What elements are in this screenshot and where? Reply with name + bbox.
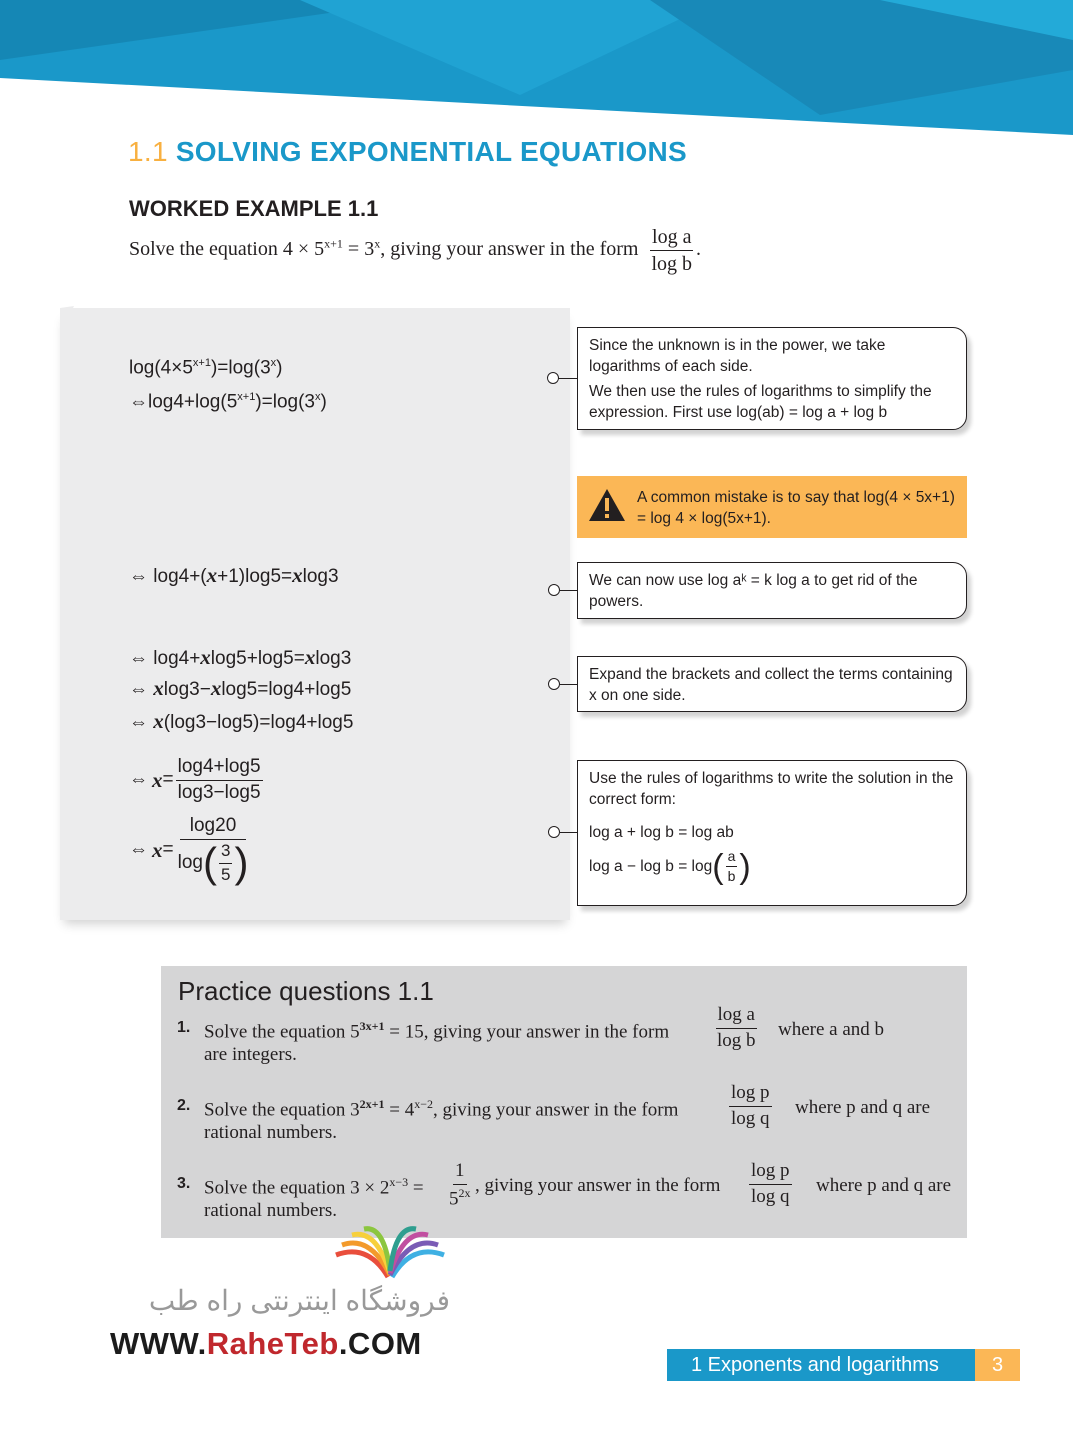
connector-3 <box>560 684 578 685</box>
practice-title: Practice questions 1.1 <box>178 976 434 1006</box>
q-text-1: Solve the equation 4 × 5 <box>129 238 325 261</box>
w8-inner-fraction <box>219 842 232 884</box>
torn-edge <box>40 300 90 930</box>
pq3-line1-a <box>204 1175 424 1199</box>
w7-eq: = <box>162 769 174 791</box>
w7-a: ⇔ <box>129 769 148 791</box>
w2-exp2: x <box>315 391 321 403</box>
pq1-line2: are integers. <box>204 1044 297 1065</box>
working-line-1 <box>129 357 282 379</box>
pq1-number: 1. <box>177 1019 191 1036</box>
w6-x: x <box>153 709 164 733</box>
watermark-url <box>110 1326 422 1362</box>
w2-b: )=log(3 <box>255 391 315 413</box>
pq1-a: Solve the equation 5 <box>204 1021 360 1043</box>
pq2-exp: 2x+1 <box>359 1097 385 1111</box>
connector-1 <box>557 378 578 379</box>
note1-paragraph-2: We then use the rules of logarithms to simplify the expression. First use log(ab) = log a + log b <box>589 383 932 421</box>
w8-paren-left: ( <box>202 839 217 887</box>
wm-url-red: RaheTeb <box>206 1326 339 1361</box>
q-exp-1: x+1 <box>324 236 343 251</box>
pq1-c: where a and b <box>778 1019 885 1040</box>
pq2-bot: log q <box>731 1107 770 1129</box>
pq1-top: log a <box>716 1005 757 1029</box>
note-logarithms <box>577 327 967 430</box>
w6-b: (log3−log5)=log4+log5 <box>163 712 354 733</box>
warning-box <box>577 476 967 538</box>
working-line-2 <box>129 391 327 413</box>
note4-rule2-text: log a − log b = log <box>589 858 713 876</box>
connector-dot-3 <box>548 678 560 690</box>
w1-a: log(4×5 <box>129 357 193 379</box>
note4-rule-2 <box>589 849 955 885</box>
w7-bot: log3−log5 <box>177 781 261 803</box>
pq3-top: log p <box>749 1161 792 1185</box>
note4-fraction <box>726 849 738 885</box>
pq2-line1 <box>204 1097 678 1121</box>
pq2-line2: rational numbers. <box>204 1122 337 1143</box>
connector-dot-4 <box>548 826 560 838</box>
w4-x2: x <box>304 645 316 669</box>
pq3-a: Solve the equation 3 × 2 <box>204 1177 390 1199</box>
working-line-4 <box>129 645 351 670</box>
w8-top: log20 <box>180 816 247 840</box>
worked-example-title: WORKED EXAMPLE 1.1 <box>129 196 379 221</box>
working-line-6 <box>129 709 353 734</box>
w5-x: x <box>153 676 164 700</box>
pq1-bot: log b <box>717 1029 756 1051</box>
note2-text: We can now use log aᵏ = k log a to get rid of the powers. <box>589 572 918 610</box>
w3-c: log3 <box>302 566 339 587</box>
connector-4 <box>560 832 578 833</box>
connector-2 <box>560 590 578 591</box>
w6-a: ⇔ <box>129 712 154 733</box>
w5-c: log5=log4+log5 <box>221 679 352 700</box>
pq2-c: where p and q are <box>795 1097 931 1118</box>
w8-paren-right: ) <box>234 839 249 887</box>
w3-b: +1)log5= <box>217 566 293 587</box>
pq3-b: = <box>408 1177 424 1199</box>
note-power-rule <box>577 562 967 619</box>
section-title <box>128 136 687 168</box>
w8-inner-top: 3 <box>219 842 232 864</box>
w8-eq: = <box>162 839 174 861</box>
q-frac-bottom: log b <box>651 253 693 275</box>
connector-dot-2 <box>548 584 560 596</box>
section-number: 1.1 <box>128 136 168 167</box>
pq3-line2: rational numbers. <box>204 1200 337 1221</box>
w1-exp: x+1 <box>192 357 211 369</box>
pq2-number: 2. <box>177 1097 191 1114</box>
pq3-bot: log q <box>751 1185 790 1207</box>
footer-chapter: 1 Exponents and logarithms <box>667 1349 975 1381</box>
note4-rule-1: log a + log b = log ab <box>589 824 734 841</box>
w4-b: log5+log5= <box>210 648 305 669</box>
pq1-fraction <box>715 1005 758 1052</box>
w8-bottom <box>176 839 251 887</box>
note-log-rules <box>577 760 967 906</box>
w1-exp2: x <box>270 357 277 369</box>
connector-dot-1 <box>547 372 559 384</box>
note4-paren-right: ) <box>739 847 751 886</box>
wm-url-b: .COM <box>338 1326 422 1361</box>
pq2-exp2: x−2 <box>414 1097 434 1111</box>
practice-box <box>161 966 967 1238</box>
header-banner <box>0 0 1073 140</box>
w8-fraction <box>176 815 251 887</box>
working-line-7 <box>129 757 265 804</box>
w7-top: log4+log5 <box>176 757 263 781</box>
w4-c: log3 <box>315 648 352 669</box>
note1-paragraph-1: Since the unknown is in the power, we take logarithms of each side. <box>589 337 886 375</box>
pq3-ftop: 1 <box>453 1161 467 1185</box>
working-line-3 <box>129 563 339 588</box>
pq1-line1 <box>204 1019 669 1043</box>
w8-a: ⇔ <box>129 839 148 861</box>
working-line-5 <box>129 676 351 701</box>
note4-paren-left: ( <box>712 847 724 886</box>
pq3-inline-fraction <box>447 1161 473 1210</box>
q-text-3: , giving your answer in the form <box>380 238 639 261</box>
pq3-number: 3. <box>177 1175 191 1192</box>
pq2-b: = 4 <box>384 1099 415 1121</box>
note4-text: Use the rules of logarithms to write the solution in the correct form: <box>589 770 954 808</box>
w4-a: ⇔ log4+ <box>129 648 201 669</box>
note-expand <box>577 656 967 712</box>
w1-c: ) <box>276 357 283 379</box>
pq3-fbot-wrap <box>447 1185 473 1210</box>
q-end: . <box>696 238 702 261</box>
pq2-a: Solve the equation 3 <box>204 1099 360 1121</box>
w3-x: x <box>206 563 218 587</box>
warning-icon <box>588 488 626 522</box>
worked-example-question <box>129 226 701 275</box>
w7-fraction <box>176 757 263 804</box>
w5-b: log3− <box>163 679 211 700</box>
w8-inner-bot: 5 <box>220 864 231 884</box>
pq2-fraction <box>729 1083 772 1130</box>
pq2-b2: , giving your answer in the form <box>433 1099 679 1121</box>
note3-text: Expand the brackets and collect the terms containing x on one side. <box>589 666 953 704</box>
w1-b: )=log(3 <box>210 357 271 379</box>
pq1-b: = 15, giving your answer in the form <box>384 1021 670 1043</box>
q-fraction <box>649 226 694 275</box>
w5-x2: x <box>210 676 222 700</box>
watermark-persian-text: فروشگاه اینترنتی راه طب <box>148 1285 450 1316</box>
w3-a: ⇔ log4+( <box>129 566 207 587</box>
watermark-logo <box>328 1225 452 1283</box>
w8-bot-log: log <box>177 851 203 873</box>
w8-x: x <box>152 837 163 862</box>
pq3-fbot: 5 <box>449 1188 459 1210</box>
w2-exp: x+1 <box>237 391 256 403</box>
wm-url-a: WWW. <box>110 1326 207 1361</box>
q-text-2: = 3 <box>342 238 375 261</box>
w7-x: x <box>152 767 163 792</box>
w2-c: ) <box>320 391 327 413</box>
pq3-exp: x−3 <box>389 1175 409 1189</box>
section-heading: SOLVING EXPONENTIAL EQUATIONS <box>175 136 688 167</box>
q-exp-2: x <box>374 236 381 251</box>
note4-frac-top: a <box>726 849 738 867</box>
footer-page-number: 3 <box>975 1349 1020 1381</box>
w4-x: x <box>200 645 211 669</box>
pq3-fexp: 2x <box>458 1185 471 1200</box>
note4-frac-bot: b <box>727 868 736 885</box>
pq3-b2: , giving your answer in the form <box>475 1175 721 1196</box>
pq1-exp: 3x+1 <box>359 1019 385 1033</box>
working-line-8 <box>129 815 252 887</box>
warning-text: A common mistake is to say that log(4 × 5x+1) = log 4 × log(5x+1). <box>637 489 955 527</box>
pq3-c: where p and q are <box>816 1175 952 1196</box>
w5-a: ⇔ <box>129 679 154 700</box>
q-frac-top: log a <box>650 226 693 251</box>
pq2-top: log p <box>729 1083 772 1107</box>
pq3-fraction <box>749 1161 792 1208</box>
w3-x2: x <box>292 563 303 587</box>
w2-a: ⇔log4+log(5 <box>129 391 238 413</box>
